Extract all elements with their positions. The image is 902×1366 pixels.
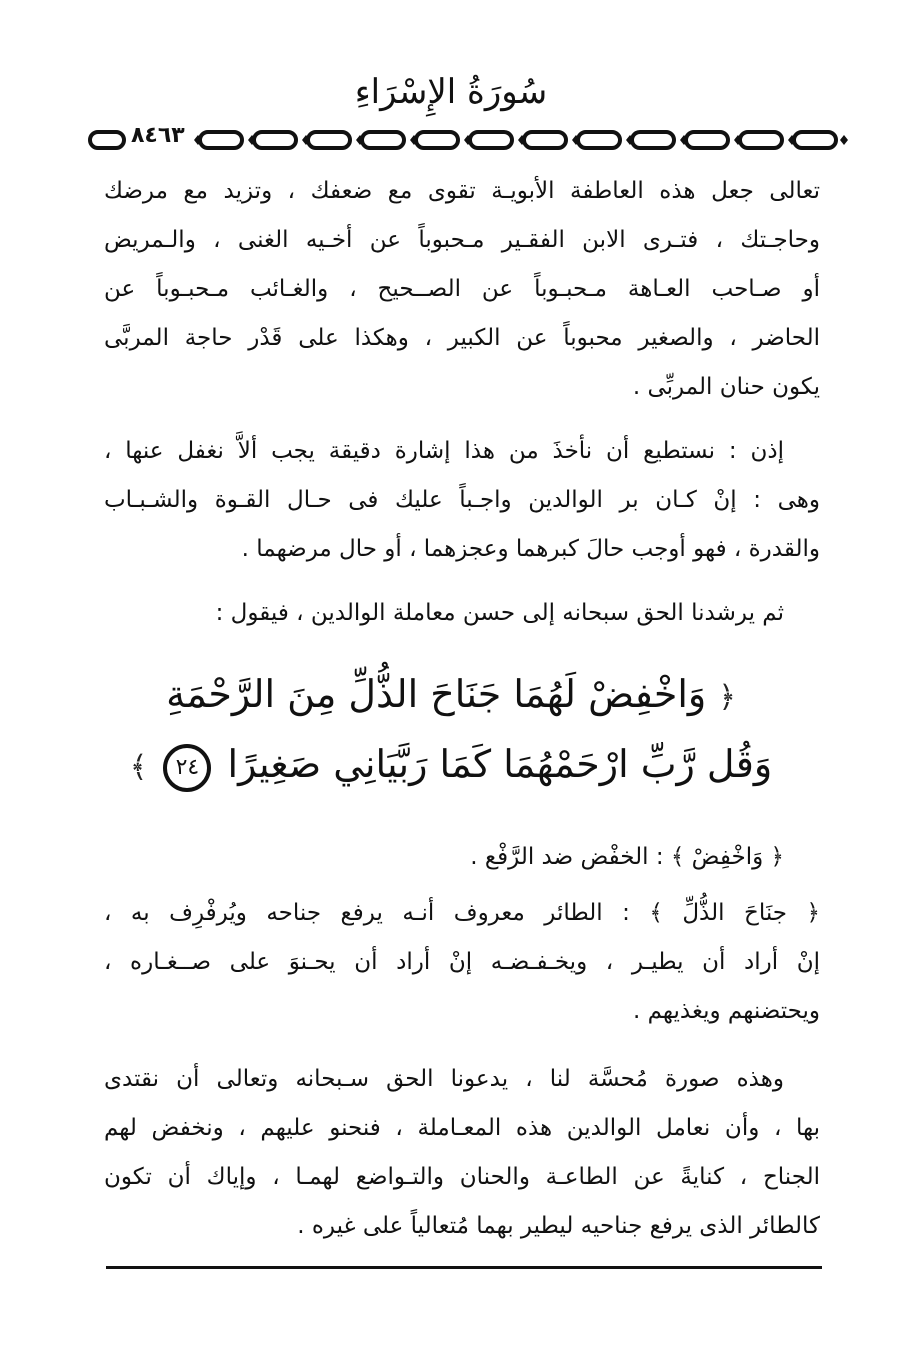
text-line: وهى : إنْ كـان بر الوالدين واجـباً عليك فى حـال القـوة والشـبـاب	[104, 487, 820, 513]
text-line: ﴿ جنَاحَ الذُّلِّ ﴾ : الطائر معروف أنـه يرفع جناحه ويُرفْرِف به ،	[104, 900, 820, 926]
verse-text: وَقُل رَّبِّ ارْحَمْهُمَا كَمَا رَبَّيَانِي صَغِيرًا	[227, 742, 773, 786]
explanation	[104, 1062, 820, 1258]
verse-close-marker-icon: ﴾	[129, 750, 148, 785]
ayah-number-badge: ٢٤	[163, 744, 211, 792]
text-line: ﴿ وَاخْفِضْ ﴾ : الخفْض ضد الرَّفْع .	[470, 844, 784, 870]
verse-open-marker-icon: ﴿	[718, 680, 736, 715]
quran-verse-line-1	[0, 664, 902, 728]
text-line: إذن : نستطيع أن نأخذَ من هذا إشارة دقيقة يجب ألاَّ نغفل عنها ،	[104, 438, 784, 464]
paragraph	[104, 174, 820, 419]
ornamental-border-icon	[88, 122, 858, 158]
text-line: يكون حنان المربِّى .	[632, 374, 820, 400]
explanation	[104, 896, 820, 1043]
text-line: الحاضر ، والصغير محبوباً عن الكبير ، وهكذا على قَدْر حاجة المربَّى	[104, 325, 820, 351]
text-line: إنْ أراد أن يطيـر ، ويخـفـضـه إنْ أراد أن يحـنوَ على صــغـاره ،	[104, 949, 820, 975]
explanation	[104, 840, 820, 889]
paragraph	[104, 434, 820, 581]
text-line: تعالى جعل هذه العاطفة الأبويـة تقوى مع ضعفك ، وتزيد مع مرضك	[104, 178, 820, 204]
text-line: والقدرة ، فهو أوجب حالَ كبرهما وعجزهما ، أو حال مرضهما .	[241, 536, 820, 562]
text-line: وحاجـتك ، فتـرى الابن الفقـير مـحبوباً عن أخـيه الغنى ، والـمريض	[104, 227, 820, 253]
quran-verse-line-2	[0, 734, 902, 798]
surah-title: سُورَةُ الإِسْرَاءِ	[354, 72, 548, 112]
text-line: بها ، وأن نعامل الوالدين هذه المعـاملة ، فنحنو عليهم ، ونخفض لهم	[104, 1115, 820, 1141]
text-line: ثم يرشدنا الحق سبحانه إلى حسن معاملة الوالدين ، فيقول :	[215, 600, 784, 626]
text-line: وهذه صورة مُحسَّة لنا ، يدعونا الحق سـبحانه وتعالى أن نقتدى	[104, 1066, 784, 1092]
text-line: أو صـاحب العـاهة مـحبـوباً عن الصــحيح ، والغـائب مـحبـوباً عن	[104, 276, 820, 302]
paragraph	[104, 596, 820, 645]
text-line: الجناح ، كنايةً عن الطاعـة والحنان والتـواضع لهمـا ، وإياك أن تكون	[104, 1164, 820, 1190]
page-number: ٨٤٦٣	[128, 122, 188, 150]
footer-divider	[106, 1266, 822, 1269]
text-line: ويحتضنهم ويغذيهم .	[632, 998, 820, 1024]
verse-text: وَاخْفِضْ لَهُمَا جَنَاحَ الذُّلِّ مِنَ الرَّحْمَةِ	[166, 672, 707, 716]
text-line: كالطائر الذى يرفع جناحيه ليطير بهما مُتعالياً على غيره .	[297, 1213, 820, 1239]
